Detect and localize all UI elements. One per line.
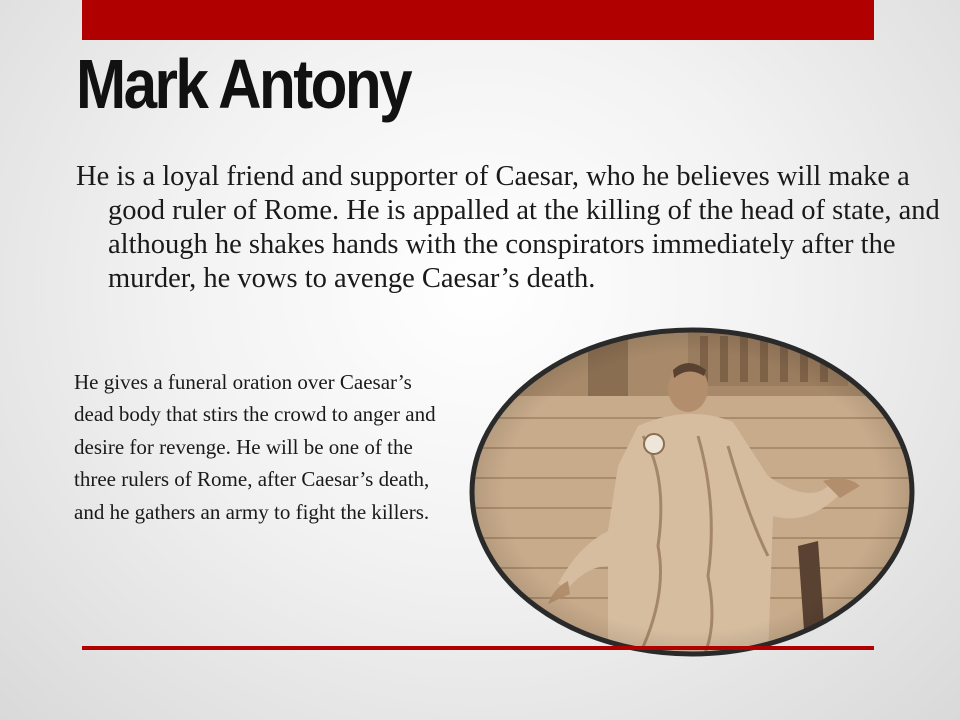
bottom-accent-line [82,646,874,650]
mark-antony-photo [468,326,916,658]
oration-paragraph: He gives a funeral oration over Caesar’s dead body that stirs the crowd to anger and desire for revenge. He will be one of the three rulers of Rome, after Caesar’s death, and he gathers an army to fight the killers. [74,370,436,524]
top-accent-bar [82,0,874,40]
slide-title: Mark Antony [76,45,410,123]
intro-paragraph: He is a loyal friend and supporter of Caesar, who he believes will make a good ruler of Rome. He is appalled at the killing of the head of state, and although he shakes hands with the conspirators immediately after the murder, he vows to avenge Caesar’s death. [76,161,940,294]
